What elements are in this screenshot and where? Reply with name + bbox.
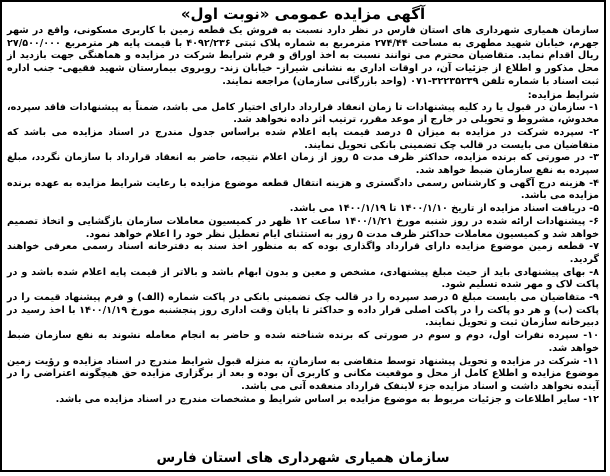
condition-item: ۱۰- سپرده نفرات اول، دوم و سوم در صورتی که برنده شناخته شده و حاضر به انجام معامله نشوند به نفع سازمان ضبط خواهد شد. — [7, 330, 599, 354]
condition-item: ۱۲- سایر اطلاعات و جزئیات مربوط به موضوع مزایده بر اساس شرایط و مشخصات مندرج در اسناد مزایده می باشد. — [55, 393, 599, 405]
condition-item: ۳- در صورتی که برنده مزایده، حداکثر ظرف مدت ۵ روز از زمان اعلام نتیجه، حاضر به انعقاد قرارداد با سازمان نگردد، مبلغ سپرده به نفع سازمان ضبط خواهد شد. — [7, 152, 599, 177]
condition-item: ۴- هزینه درج آگهی و کارشناس رسمی دادگستری و هزینه انتقال قطعه موضوع مزایده با رعایت شرایط مزایده به عهده برنده مزایده می باشد. — [7, 177, 599, 202]
condition-item: ۱- سازمان در قبول یا رد کلیه پیشنهادات تا زمان انعقاد قرارداد دارای اختیار کامل می باشد، ضمناً به پیشنهادات فاقد سپرده، مخدوش، مشروط و تحویلی در خارج از موعد مقرر، ترتیب اثر داده نخواهد شد. — [7, 101, 599, 126]
notice-signature: سازمان همیاری شهرداری های استان فارس — [156, 450, 450, 466]
condition-item: ۹- متقاضیان می بایست مبلغ ۵ درصد سپرده را در قالب چک تضمینی بانکی در پاکت شماره (الف) و فرم پیشنهاد قیمت را در پاکت (ب) و هر دو پاکت را در پاکت اصلی قرار داده و حداکثر تا پایان وقت اداری روز پنجشنبه مورخ ۱۴۰۰/۱/۱۹ با اخذ رسید در دبیرخانه سازمان ثبت و تحویل نمایند. — [7, 292, 599, 329]
condition-item: ۸- بهای پیشنهادی باید از حیث مبلغ پیشنهادی، مشخص و معین و بدون ابهام باشد و بالاتر از قیمت پایه اعلام شده باشد و در پاکت لاک و مهر شده تسلیم شود. — [7, 266, 599, 291]
conditions-heading: شرایط مزایده: — [527, 89, 599, 101]
condition-item: ۵- دریافت اسناد مزایده از تاریخ ۱۴۰۰/۱/۱۰ تا ۱۴۰۰/۱/۱۹ می باشد. — [289, 203, 599, 215]
notice-intro: سازمان همیاری شهرداری های استان فارس در نظر دارد نسبت به فروش یک قطعه زمین با کاربری مسکونی، واقع در شهر جهرم، خیابان شهید مطهری به مساحت ۲۷۴/۴۴ مترمربع به شماره پلاک ثبتی ۴۰۹۲/۲۳۶ با قیمت پایه هر مترمربع ۲۷/۵۰۰/۰۰۰ ریال اقدام نماید. متقاضیان محترم می توانند نسبت به اخذ اوراق و فرم شرایط شرکت در مزایده و هماهنگی جهت بازدید از محل مذکور و اطلاع از جزئیات آن، در اوقات اداری به نشانی شیراز- خیابان زند- روبروی بیمارستان شهید فقیهی- جنب اداره ثبت اسناد با شماره تلفن ۳۲۲۳۵۲۳۹-۰۷۱ (واحد بازرگانی سازمان) مراجعه نمایند. — [7, 25, 599, 87]
notice-title: آگهی مزایده عمومی «نوبت اول» — [180, 5, 426, 23]
condition-item: ۱۱- شرکت در مزایده و تحویل پیشنهاد توسط متقاضی به سازمان، به منزله قبول شرایط مندرج در اسناد مزایده و رؤیت زمین موضوع مزایده و اطلاع کامل از محل و موقعیت مکانی و کاربری آن بوده و بعد از برگزاری مزایده حق هیچگونه اعتراضی را در آینده نخواهد داشت و اسناد مزایده جزء لاینفک قرارداد منعقده آتی می باشد. — [7, 355, 599, 392]
condition-item: ۷- قطعه زمین موضوع مزایده دارای قرارداد واگذاری بوده که به منظور اخذ سند به دفترخانه اسناد رسمی معرفی خواهند گردید. — [7, 241, 599, 265]
condition-item: ۲- سپرده شرکت در مزایده به میزان ۵ درصد قیمت پایه اعلام شده براساس جدول مندرج در اسناد مزایده می باشد که متقاضیان می بایست در قالب چک تضمینی بانکی تحویل نمایند. — [7, 126, 600, 151]
condition-item: ۶- پیشنهادات ارائه شده در روز شنبه مورخ ۱۴۰۰/۱/۲۱ ساعت ۱۲ ظهر در کمیسیون معاملات سازمان بازگشایی و اتخاذ تصمیم خواهد شد و کمیسیون معاملات حداکثر ظرف مدت ۵ روز به استثنای ایام تعطیل نظر خود را اعلام خواهد نمود. — [7, 215, 599, 240]
